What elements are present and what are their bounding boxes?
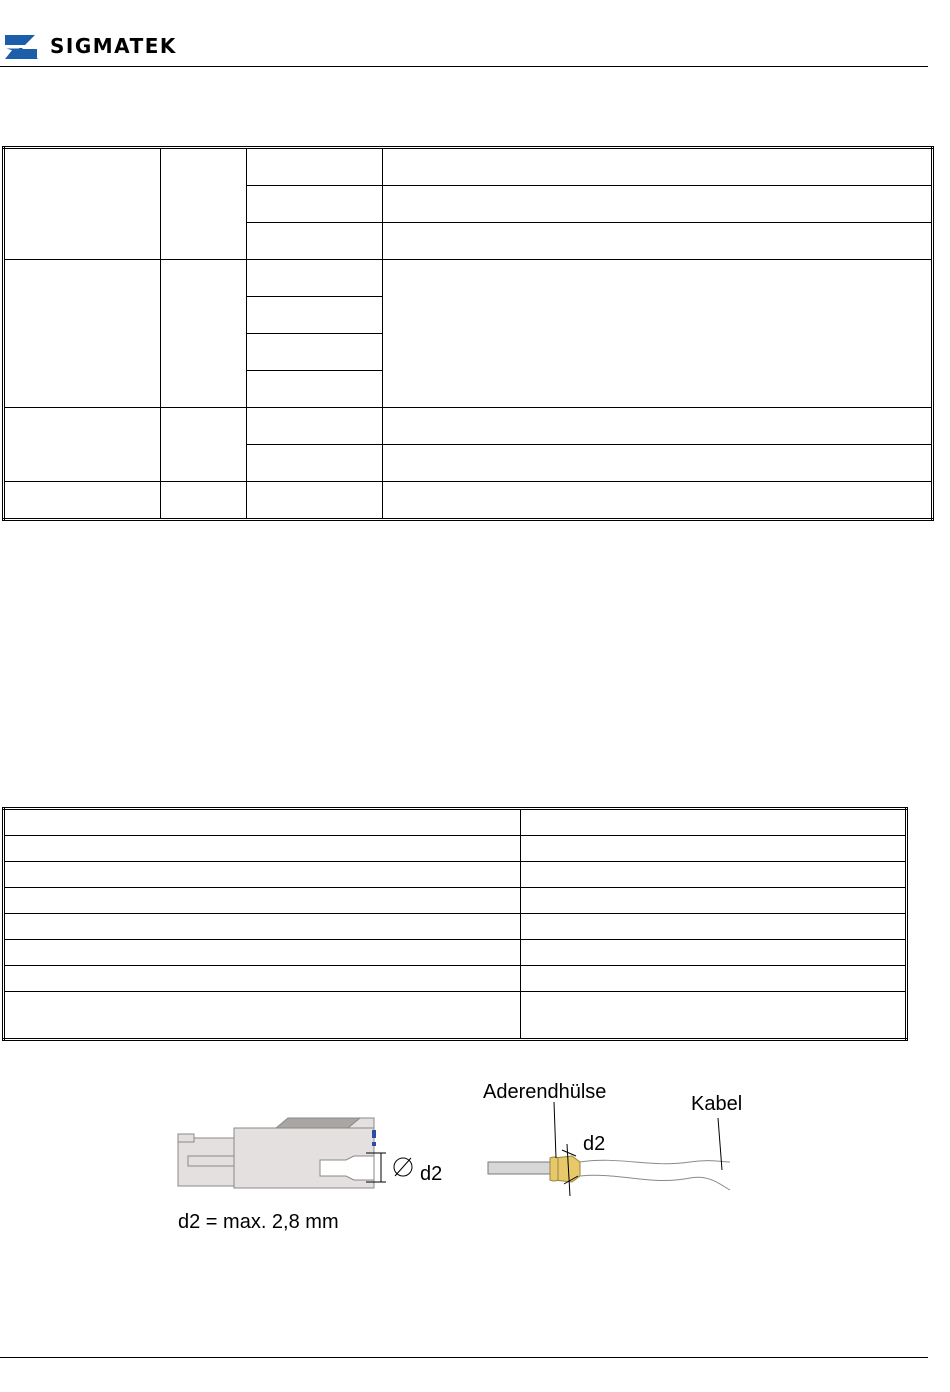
ferrule-label: Aderendhülse xyxy=(483,1081,607,1103)
table-cell xyxy=(161,260,247,408)
table-cell xyxy=(247,223,383,260)
table-cell xyxy=(247,148,383,186)
footer-divider xyxy=(0,1357,928,1358)
connector-ferrule-diagram xyxy=(170,1076,770,1246)
table-row xyxy=(4,408,933,445)
table-cell xyxy=(4,260,161,408)
table-row xyxy=(4,940,907,966)
table-cell xyxy=(383,223,933,260)
table-cell xyxy=(521,888,907,914)
sigmatek-logo-icon xyxy=(4,33,40,61)
table-cell xyxy=(247,371,383,408)
ferrule-d2-label: d2 xyxy=(583,1133,606,1155)
table-cell xyxy=(4,992,521,1040)
specs-table-2 xyxy=(2,807,908,1041)
specs-table-1 xyxy=(2,146,934,521)
table-cell xyxy=(383,408,933,445)
connector-plug-icon xyxy=(178,1118,412,1188)
table-row xyxy=(4,966,907,992)
table-row xyxy=(4,914,907,940)
ferrule-cable-icon xyxy=(488,1102,730,1196)
table-cell xyxy=(521,992,907,1040)
table-row xyxy=(4,836,907,862)
table-cell xyxy=(161,408,247,482)
header-divider xyxy=(0,66,928,67)
table-cell xyxy=(521,836,907,862)
table-row xyxy=(4,260,933,297)
table-cell xyxy=(4,914,521,940)
table-cell xyxy=(161,482,247,520)
table-cell xyxy=(247,260,383,297)
table-cell xyxy=(4,809,521,836)
table-cell xyxy=(4,940,521,966)
table-cell xyxy=(4,836,521,862)
table-cell xyxy=(383,445,933,482)
table-cell xyxy=(247,297,383,334)
table-cell xyxy=(4,862,521,888)
table-row xyxy=(4,809,907,836)
table-cell xyxy=(4,148,161,260)
table-cell xyxy=(247,482,383,520)
table-cell xyxy=(383,148,933,186)
table-cell xyxy=(4,408,161,482)
table-cell xyxy=(4,482,161,520)
table-cell xyxy=(521,862,907,888)
table-cell xyxy=(521,809,907,836)
table-row xyxy=(4,148,933,186)
table-cell xyxy=(383,260,933,408)
table-cell xyxy=(521,914,907,940)
d2-max-note: d2 = max. 2,8 mm xyxy=(178,1211,339,1233)
table-row xyxy=(4,862,907,888)
table-cell xyxy=(247,186,383,223)
table-row xyxy=(4,888,907,914)
d2-label: d2 xyxy=(420,1163,443,1185)
table-cell xyxy=(521,966,907,992)
table-cell xyxy=(247,408,383,445)
page-header xyxy=(0,0,950,68)
table-cell xyxy=(161,148,247,260)
table-cell xyxy=(383,186,933,223)
table-cell xyxy=(4,966,521,992)
cable-label: Kabel xyxy=(691,1093,743,1115)
table-cell xyxy=(247,445,383,482)
brand-name: SIGMATEK xyxy=(50,34,177,58)
table-cell xyxy=(247,334,383,371)
table-row xyxy=(4,482,933,520)
table-cell xyxy=(4,888,521,914)
table-cell xyxy=(521,940,907,966)
table-cell xyxy=(383,482,933,520)
wiring-illustration xyxy=(170,1076,770,1246)
table-row xyxy=(4,992,907,1040)
